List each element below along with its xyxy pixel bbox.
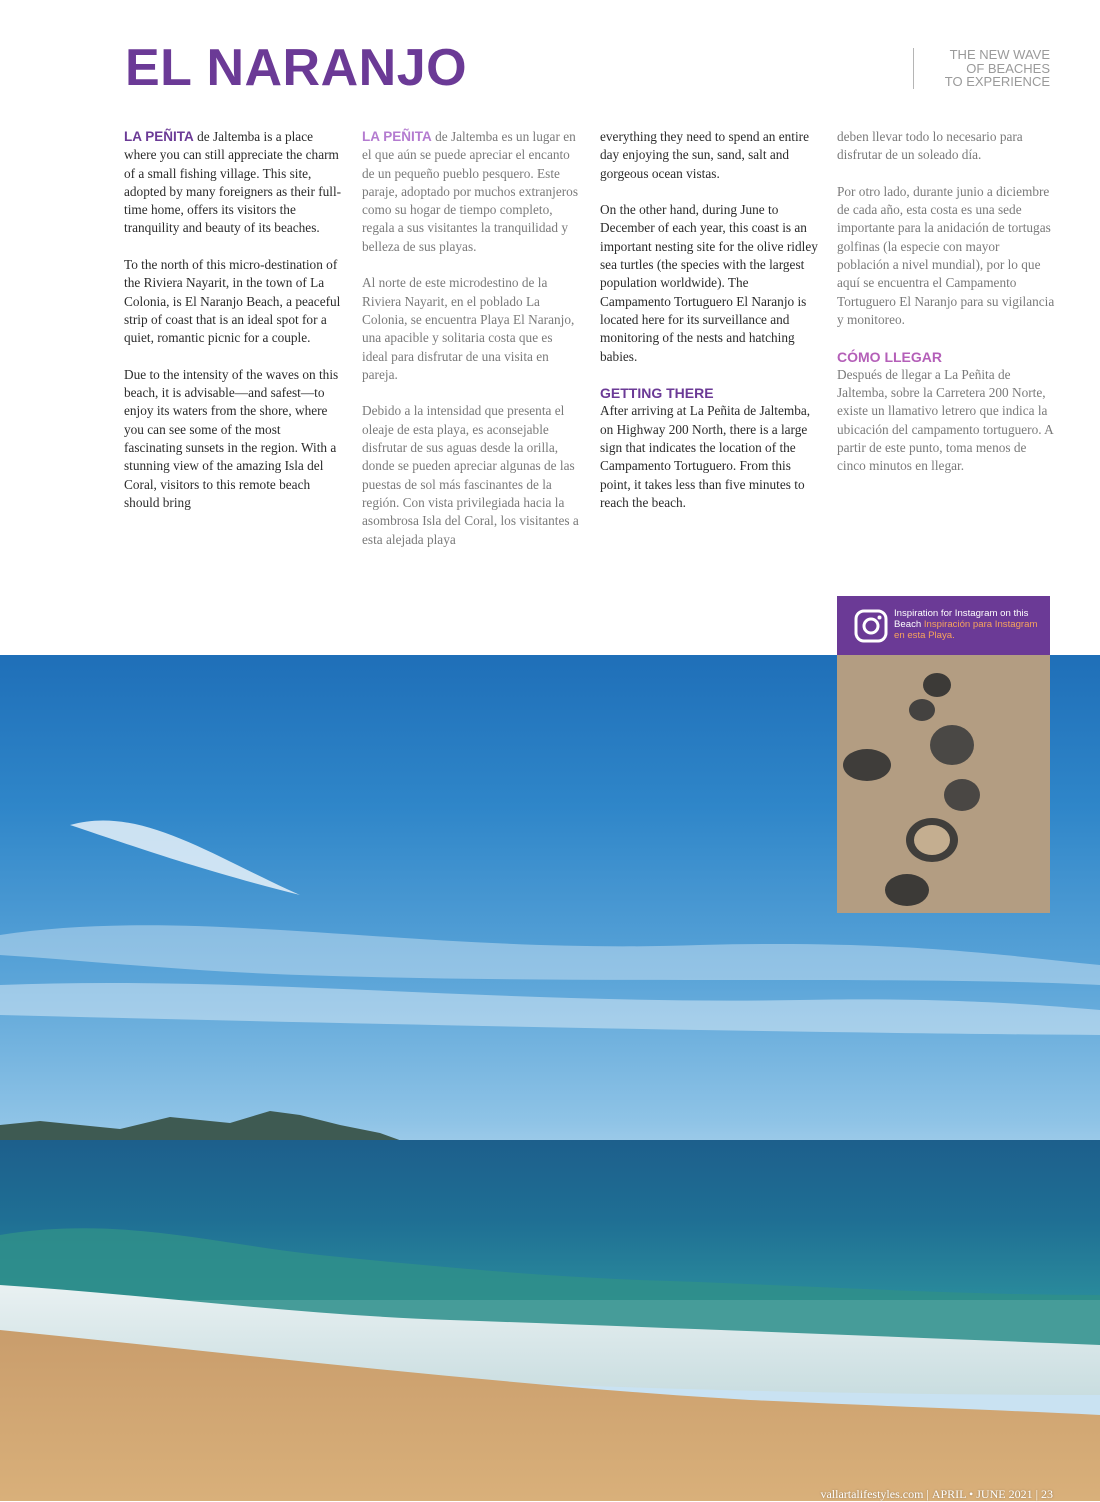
paragraph	[124, 128, 342, 238]
paragraph-text: de Jaltemba es un lugar en el que aún se puede apreciar el encanto de un pequeño pueblo pesquero. Este paraje, adoptado por muchos extranjeros como su hogar de tiempo completo, regala a sus visitantes la tranquilidad y belleza de sus playas.	[362, 129, 578, 254]
section-tag-line: THE NEW WAVE	[949, 47, 1050, 62]
footer-site: vallartalifestyles.com	[820, 1487, 924, 1501]
section-tag	[913, 48, 1050, 89]
cloud	[0, 983, 1100, 1035]
instagram-icon	[854, 609, 888, 643]
subheading-getting-there: GETTING THERE	[600, 385, 714, 402]
instagram-caption-es: Inspiración para Instagram en esta Playa.	[894, 619, 1038, 641]
cloud	[70, 820, 300, 895]
lead-in: LA PEÑITA	[124, 129, 194, 144]
lead-in: LA PEÑITA	[362, 129, 432, 144]
column-spanish-1	[362, 128, 580, 567]
paragraph: Al norte de este microdestino de la Riviera Nayarit, en el poblado La Colonia, se encuentra Playa El Naranjo, una apacible y solitaria costa que es ideal para disfrutar de una visita en pareja.	[362, 275, 575, 382]
paragraph: everything they need to spend an entire day enjoying the sun, sand, salt and gorgeous ocean vistas.	[600, 129, 809, 181]
instagram-card	[837, 596, 1050, 913]
footer-issue: APRIL • JUNE 2021	[931, 1487, 1033, 1501]
island	[0, 1111, 405, 1142]
section-tag-line: TO EXPERIENCE	[944, 74, 1050, 89]
column-english-2	[600, 128, 818, 531]
paragraph: On the other hand, during June to December of each year, this coast is an important nesting site for the olive ridley sea turtles (the species with the largest population worldwide). The Campamento Tortuguero El Naranjo is located here for its surveillance and monitoring of the nests and hatching babies.	[600, 202, 818, 364]
section-tag-line: OF BEACHES	[966, 60, 1050, 76]
instagram-caption	[894, 608, 1044, 641]
paragraph-text: de Jaltemba is a place where you can still appreciate the charm of a small fishing village. This site, adopted by many foreigners as their full-time home, offers its visitors the tranquility and beauty of its beaches.	[124, 129, 342, 236]
turtle-hatchlings-illustration	[837, 655, 1050, 913]
paragraph: After arriving at La Peñita de Jaltemba, on Highway 200 North, there is a large sign that indicates the location of the Campamento Tortuguero. From this point, it takes less than five minutes to reach the beach.	[600, 403, 811, 510]
column-english-1	[124, 128, 342, 531]
paragraph: Debido a la intensidad que presenta el oleaje de esta playa, es aconsejable disfrutar de sus aguas desde la orilla, donde se pueden apreciar algunas de las puestas de sol más fascinantes de la región. Con vista privilegiada hacia la asombrosa Isla del Coral, los visitantes a esta alejada playa	[362, 403, 579, 547]
paragraph	[362, 128, 580, 256]
footer-page-number: 23	[1041, 1487, 1053, 1501]
paragraph: Due to the intensity of the waves on this beach, it is advisable—and safest—to enjoy its waters from the shore, where you can see some of the most fascinating sunsets in the region. With a stunning view of the amazing Isla del Coral, visitors to this remote beach should bring	[124, 366, 339, 510]
column-spanish-2	[837, 128, 1055, 494]
turtle-hatchlings-photo	[837, 655, 1050, 913]
cloud	[0, 925, 1100, 985]
subheading-como-llegar: CÓMO LLEGAR	[837, 348, 942, 365]
paragraph: Por otro lado, durante junio a diciembre de cada año, esta costa es una sede importante para la anidación de tortugas golfinas (la especie con mayor población a nivel mundial), por lo que aquí se encuentra el Campamento Tortuguero El Naranjo para su vigilancia y monitoreo.	[837, 183, 1055, 327]
paragraph: To the north of this micro-destination of the Riviera Nayarit, in the town of La Colonia, is El Naranjo Beach, a peaceful strip of coast that is an ideal spot for a quiet, romantic picnic for a couple.	[124, 257, 341, 346]
page-title: EL NARANJO	[125, 39, 468, 97]
page-footer: vallartalifestyles.com | APRIL • JUNE 2021 | 23	[820, 1487, 1053, 1501]
paragraph: Después de llegar a La Peñita de Jaltemba, sobre la Carretera 200 Norte, existe un llamativo letrero que indica la ubicación del campamento tortuguero. A partir de este punto, toma menos de cinco minutos en llegar.	[837, 366, 1054, 474]
paragraph: deben llevar todo lo necesario para disfrutar de un soleado día.	[837, 129, 1023, 163]
instagram-card-header	[837, 596, 1050, 655]
instagram-caption-en: Inspiration for Instagram on this Beach	[894, 608, 1029, 630]
